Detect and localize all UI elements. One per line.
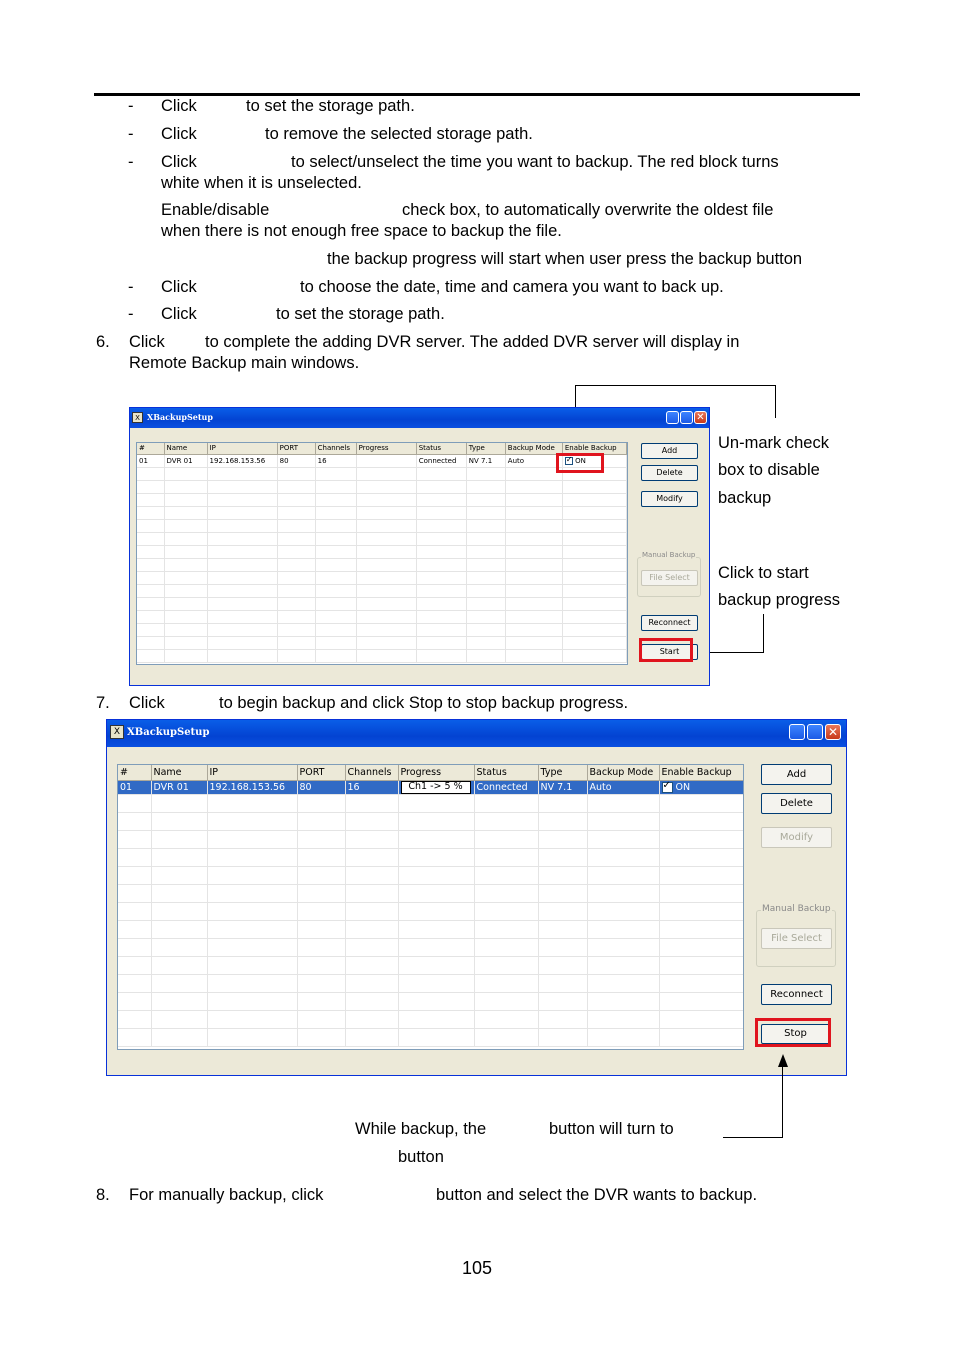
cell-name: DVR 01 bbox=[164, 454, 207, 467]
cell-backup-mode: Auto bbox=[505, 454, 562, 467]
callout-text: backup bbox=[718, 489, 772, 507]
page-number: 105 bbox=[461, 1258, 493, 1278]
cell-ip: 192.168.153.56 bbox=[207, 454, 277, 467]
table-header bbox=[118, 765, 744, 780]
callout-text: backup progress bbox=[718, 591, 840, 609]
bullet-dash: - bbox=[128, 97, 134, 115]
column-header[interactable]: Status bbox=[416, 443, 466, 454]
cell-progress bbox=[356, 454, 416, 467]
modify-button[interactable]: Modify bbox=[761, 827, 832, 848]
step-number: 7. bbox=[96, 694, 110, 712]
column-header[interactable]: PORT bbox=[297, 765, 345, 780]
dvr-table bbox=[117, 764, 744, 1050]
callout-line bbox=[782, 1066, 783, 1138]
column-header[interactable]: Progress bbox=[398, 765, 474, 780]
enable-text: Enable/disable bbox=[161, 201, 270, 219]
bullet-dash: - bbox=[128, 305, 134, 323]
step-word: Click bbox=[129, 694, 165, 712]
column-header[interactable]: PORT bbox=[277, 443, 315, 454]
bullet-text: to set the storage path. bbox=[276, 305, 445, 323]
app-icon: X bbox=[132, 412, 143, 423]
column-header[interactable]: Enable Backup bbox=[659, 765, 744, 780]
title-bar bbox=[130, 408, 709, 428]
table-header bbox=[137, 443, 627, 454]
cell-channels: 16 bbox=[315, 454, 356, 467]
backup-setup-window bbox=[106, 719, 847, 1076]
cell-type: NV 7.1 bbox=[466, 454, 505, 467]
column-header[interactable]: Name bbox=[164, 443, 207, 454]
bullet-text: to set the storage path. bbox=[246, 97, 415, 115]
bullet-text-cont: white when it is unselected. bbox=[161, 174, 362, 192]
modify-button[interactable]: Modify bbox=[641, 491, 698, 507]
title-bar bbox=[107, 720, 846, 747]
step-word: Click bbox=[129, 333, 165, 351]
bullet-text: to remove the selected storage path. bbox=[265, 125, 533, 143]
callout-text: Un-mark check bbox=[718, 434, 829, 452]
enable-text-cont: when there is not enough free space to backup the file. bbox=[161, 222, 562, 240]
cell-type: NV 7.1 bbox=[538, 780, 587, 794]
callout-text: button bbox=[398, 1148, 444, 1166]
step-text: to complete the adding DVR server. The added DVR server will display in bbox=[205, 333, 740, 351]
cell-port: 80 bbox=[277, 454, 315, 467]
bullet-word: Click bbox=[161, 278, 197, 296]
progress-text: the backup progress will start when user press the backup button bbox=[327, 250, 803, 268]
step-text: For manually backup, click bbox=[129, 1186, 324, 1204]
window-title: XBackupSetup bbox=[127, 727, 210, 738]
step-number: 8. bbox=[96, 1186, 110, 1204]
cell-channels: 16 bbox=[345, 780, 398, 794]
table-row[interactable] bbox=[118, 780, 744, 794]
manual-backup-label: Manual Backup bbox=[762, 904, 831, 914]
reconnect-button[interactable]: Reconnect bbox=[641, 615, 698, 631]
cell-name: DVR 01 bbox=[151, 780, 207, 794]
callout-line bbox=[775, 385, 776, 418]
step-number: 6. bbox=[96, 333, 110, 351]
cell-status: Connected bbox=[416, 454, 466, 467]
enable-backup-checkbox[interactable] bbox=[662, 782, 673, 793]
progress-value: Ch1 -> 5 % bbox=[401, 781, 471, 794]
add-button[interactable]: Add bbox=[761, 764, 832, 785]
callout-line bbox=[708, 652, 764, 653]
bullet-word: Click bbox=[161, 125, 197, 143]
arrow-up-icon bbox=[778, 1054, 788, 1067]
bullet-word: Click bbox=[161, 305, 197, 323]
cell-number: 01 bbox=[118, 780, 151, 794]
column-header[interactable]: # bbox=[118, 765, 151, 780]
window-title: XBackupSetup bbox=[147, 412, 213, 422]
minimize-icon[interactable] bbox=[666, 411, 679, 424]
column-header[interactable]: # bbox=[137, 443, 164, 454]
table-row[interactable] bbox=[137, 454, 627, 467]
backup-setup-window bbox=[129, 407, 710, 686]
column-header[interactable]: Backup Mode bbox=[505, 443, 562, 454]
bullet-dash: - bbox=[128, 278, 134, 296]
add-button[interactable]: Add bbox=[641, 443, 698, 459]
callout-line bbox=[575, 385, 776, 386]
column-header[interactable]: Enable Backup bbox=[562, 443, 626, 454]
bullet-dash: - bbox=[128, 125, 134, 143]
file-select-button[interactable]: File Select bbox=[641, 570, 698, 586]
maximize-icon[interactable] bbox=[807, 724, 823, 740]
bullet-word: Click bbox=[161, 153, 197, 171]
column-header[interactable]: IP bbox=[207, 443, 277, 454]
step-text: button and select the DVR wants to backup. bbox=[436, 1186, 758, 1204]
column-header[interactable]: Type bbox=[538, 765, 587, 780]
file-select-button[interactable]: File Select bbox=[761, 928, 832, 949]
highlight-box bbox=[755, 1018, 831, 1047]
reconnect-button[interactable]: Reconnect bbox=[761, 984, 832, 1005]
dvr-table bbox=[136, 442, 628, 665]
bullet-text: to select/unselect the time you want to backup. The red block turns bbox=[291, 153, 779, 171]
start-button[interactable]: Start bbox=[641, 644, 698, 660]
column-header[interactable]: Type bbox=[466, 443, 505, 454]
minimize-icon[interactable] bbox=[789, 724, 805, 740]
column-header[interactable]: Backup Mode bbox=[587, 765, 659, 780]
close-icon[interactable]: ✕ bbox=[825, 724, 841, 740]
bullet-text: to choose the date, time and camera you want to back up. bbox=[300, 278, 724, 296]
cell-port: 80 bbox=[297, 780, 345, 794]
column-header[interactable]: Status bbox=[474, 765, 538, 780]
callout-text: button will turn to bbox=[549, 1120, 674, 1138]
close-icon[interactable]: ✕ bbox=[694, 411, 707, 424]
highlight-box bbox=[639, 638, 693, 662]
cell-enable-backup[interactable] bbox=[659, 780, 744, 794]
delete-button[interactable]: Delete bbox=[761, 793, 832, 814]
enable-text: check box, to automatically overwrite the oldest file bbox=[402, 201, 774, 219]
column-header[interactable]: Name bbox=[151, 765, 207, 780]
callout-line bbox=[763, 614, 764, 653]
stop-button[interactable]: Stop bbox=[761, 1024, 830, 1044]
callout-line bbox=[723, 1137, 783, 1138]
highlight-box bbox=[556, 453, 604, 473]
enable-backup-value: ON bbox=[575, 456, 586, 465]
app-icon: X bbox=[110, 725, 124, 739]
delete-button[interactable]: Delete bbox=[641, 465, 698, 481]
header-rule bbox=[94, 93, 860, 96]
maximize-icon[interactable] bbox=[680, 411, 693, 424]
column-header[interactable]: Progress bbox=[356, 443, 416, 454]
callout-text: Click to start bbox=[718, 564, 809, 582]
bullet-dash: - bbox=[128, 153, 134, 171]
cell-number: 01 bbox=[137, 454, 164, 467]
column-header[interactable]: Channels bbox=[345, 765, 398, 780]
callout-text: box to disable bbox=[718, 461, 820, 479]
step-text: to begin backup and click Stop to stop backup progress. bbox=[219, 694, 629, 712]
cell-progress bbox=[398, 780, 474, 794]
column-header[interactable]: IP bbox=[207, 765, 297, 780]
enable-backup-value: ON bbox=[675, 781, 691, 793]
step-text-cont: Remote Backup main windows. bbox=[129, 354, 360, 372]
cell-status: Connected bbox=[474, 780, 538, 794]
cell-backup-mode: Auto bbox=[587, 780, 659, 794]
cell-ip: 192.168.153.56 bbox=[207, 780, 297, 794]
callout-text: While backup, the bbox=[355, 1120, 487, 1138]
column-header[interactable]: Channels bbox=[315, 443, 356, 454]
bullet-word: Click bbox=[161, 97, 197, 115]
manual-backup-label: Manual Backup bbox=[642, 551, 696, 559]
